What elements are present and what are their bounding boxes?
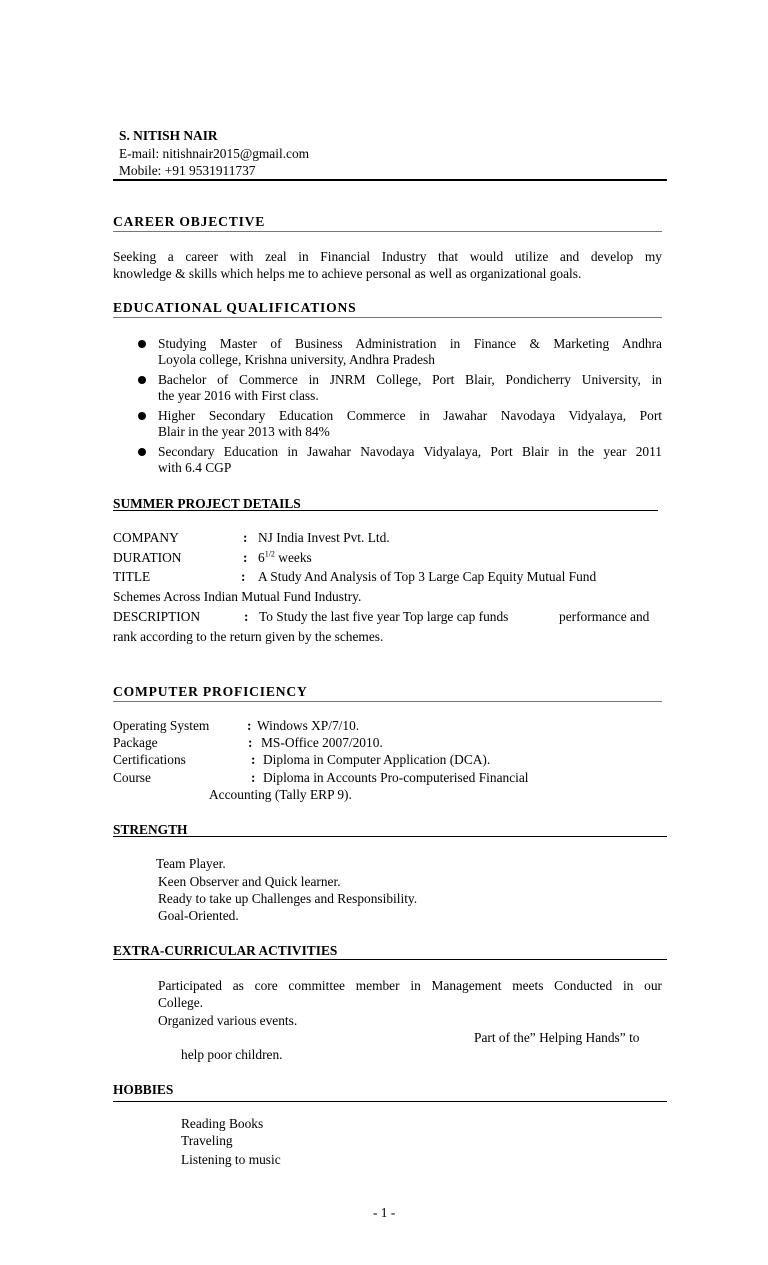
- course-value-continued: Accounting (Tally ERP 9).: [209, 787, 352, 802]
- duration-colon: :: [243, 550, 248, 565]
- certifications-colon: :: [251, 752, 256, 767]
- hobby-item-1: Reading Books: [181, 1116, 264, 1131]
- education-item-2-line-1: Bachelor of Commerce in JNRM College, Port Blair, Pondicherry University, in: [158, 372, 662, 387]
- hobby-item-2: Traveling: [181, 1133, 233, 1148]
- duration-value: $6^{1/2}$ weeks: [258, 549, 312, 565]
- page-number: - 1 -: [373, 1205, 396, 1220]
- description-value-continued: rank according to the return given by the schemes.: [113, 629, 384, 644]
- company-label: COMPANY: [113, 530, 179, 545]
- certifications-value: Diploma in Computer Application (DCA).: [263, 752, 491, 767]
- extra-curricular-heading: EXTRA-CURRICULAR ACTIVITIES: [113, 943, 338, 958]
- strength-item-1: Team Player.: [156, 856, 226, 871]
- description-value-tail: performance and: [559, 609, 650, 624]
- summer-project-heading: SUMMER PROJECT DETAILS: [113, 496, 301, 511]
- strength-item-2: Keen Observer and Quick learner.: [158, 874, 341, 889]
- bullet-icon: [138, 340, 146, 348]
- certifications-label: Certifications: [113, 752, 186, 767]
- description-label: DESCRIPTION: [113, 609, 201, 624]
- bullet-icon: [138, 448, 146, 456]
- description-colon: :: [244, 609, 249, 624]
- extra-curricular-line-2: College.: [158, 995, 203, 1010]
- duration-label: DURATION: [113, 550, 182, 565]
- extra-curricular-line-1: Participated as core committee member in Management meets Conducted in our: [158, 978, 662, 993]
- course-value: Diploma in Accounts Pro-computerised Financial: [263, 770, 529, 785]
- package-label: Package: [113, 735, 158, 750]
- hobby-item-3: Listening to music: [181, 1152, 281, 1167]
- company-colon: :: [243, 530, 248, 545]
- header-divider: [113, 179, 667, 181]
- strength-heading: STRENGTH: [113, 822, 188, 837]
- operating-system-colon: :: [247, 718, 252, 733]
- extra-curricular-divider: [113, 959, 667, 960]
- course-colon: :: [251, 770, 256, 785]
- bullet-icon: [138, 412, 146, 420]
- extra-curricular-line-4: Part of the” Helping Hands” to: [474, 1030, 640, 1045]
- course-label: Course: [113, 770, 151, 785]
- email-line: E-mail: nitishnair2015@gmail.com: [119, 146, 310, 161]
- company-value: NJ India Invest Pvt. Ltd.: [258, 530, 390, 545]
- computer-proficiency-divider: [113, 701, 662, 702]
- title-value-continued: Schemes Across Indian Mutual Fund Industry.: [113, 589, 362, 604]
- title-colon: :: [241, 569, 246, 584]
- education-item-4-line-1: Secondary Education in Jawahar Navodaya Vidyalaya, Port Blair in the year 2011: [158, 444, 662, 459]
- career-objective-line-1: Seeking a career with zeal in Financial Industry that would utilize and develop my: [113, 249, 662, 264]
- operating-system-label: Operating System: [113, 718, 210, 733]
- hobbies-divider: [113, 1101, 667, 1102]
- education-item-3-line-2: Blair in the year 2013 with 84%: [158, 424, 330, 439]
- bullet-icon: [138, 376, 146, 384]
- career-objective-divider: [113, 231, 662, 232]
- education-item-1-line-1: Studying Master of Business Administration in Finance & Marketing Andhra: [158, 336, 662, 351]
- extra-curricular-line-5: help poor children.: [181, 1047, 283, 1062]
- career-objective-heading: CAREER OBJECTIVE: [113, 214, 266, 229]
- computer-proficiency-heading: COMPUTER PROFICIENCY: [113, 684, 308, 699]
- career-objective-line-2: knowledge & skills which helps me to achieve personal as well as organizational goals.: [113, 266, 582, 281]
- education-item-2-line-2: the year 2016 with First class.: [158, 388, 319, 403]
- education-divider: [113, 317, 662, 318]
- operating-system-value: Windows XP/7/10.: [257, 718, 360, 733]
- title-label: TITLE: [113, 569, 151, 584]
- education-item-3-line-1: Higher Secondary Education Commerce in Jawahar Navodaya Vidyalaya, Port: [158, 408, 662, 423]
- strength-item-4: Goal-Oriented.: [158, 908, 239, 923]
- summer-project-divider: [113, 510, 658, 511]
- education-item-4-line-2: with 6.4 CGP: [158, 460, 232, 475]
- package-colon: :: [248, 735, 253, 750]
- candidate-name: S. NITISH NAIR: [119, 128, 218, 143]
- extra-curricular-line-3: Organized various events.: [158, 1013, 298, 1028]
- description-value: To Study the last five year Top large cap funds: [259, 609, 509, 624]
- mobile-line: Mobile: +91 9531911737: [119, 163, 256, 178]
- education-heading: EDUCATIONAL QUALIFICATIONS: [113, 300, 357, 315]
- education-item-1-line-2: Loyola college, Krishna university, Andhra Pradesh: [158, 352, 435, 367]
- title-value: A Study And Analysis of Top 3 Large Cap Equity Mutual Fund: [258, 569, 597, 584]
- strength-divider: [113, 836, 667, 837]
- hobbies-heading: HOBBIES: [113, 1082, 174, 1097]
- strength-item-3: Ready to take up Challenges and Responsibility.: [158, 891, 418, 906]
- package-value: MS-Office 2007/2010.: [261, 735, 383, 750]
